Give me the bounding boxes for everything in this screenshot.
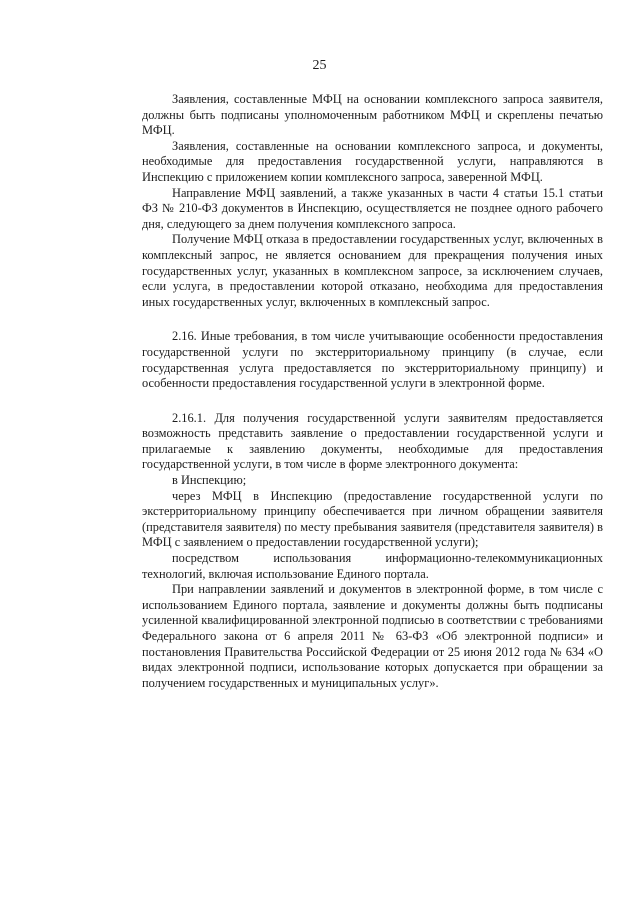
list-item-inspection: в Инспекцию; [172,473,247,488]
paragraph-signature: Заявления, составленные МФЦ на основании комплексного запроса заявителя, должны быть подписаны уполномоченным работником МФЦ и скреплены печатью МФЦ. [142,92,603,138]
list-item-mfc: через МФЦ в Инспекцию (предоставление государственной услуги по экстерриториальному принципу обеспечивается при личном обращении заявителя (представителя заявителя) по месту пребывания заявителя (представителя заявителя) в МФЦ с заявлением о предоставлении государственной услуги); [142,488,603,550]
paragraph-electronic-signature: При направлении заявлений и документов в электронной форме, в том числе с использованием Единого портала, заявление и документы должны быть подписаны усиленной квалифицированной электронной подписью в соответствии с требованиями Федерального закона от 6 апреля 2011 № 63-ФЗ «Об электронной подписи» и постановления Правительства Российской Федерации от 25 июня 2012 года № 634 «О видах электронной подписи, использование которых допускается при обращении за получением государственных и муниципальных услуг». [142,582,603,690]
document-body [142,92,603,691]
section-2-16-1-text: 2.16.1. Для получения государственной услуги заявителям предоставляется возможность представить заявление о предоставлении государственной услуги и прилагаемые к заявлению документы, необходимые для предоставления государственной услуги, в том числе в форме электронного документа: [142,410,603,472]
page-number: 25 [312,58,327,73]
paragraph-complex-request-docs: Заявления, составленные на основании комплексного запроса, и документы, необходимые для предоставления государственной услуги, направляются в Инспекцию с приложением копии комплексного запроса, заверенной МФЦ. [142,138,603,184]
section-2-16-heading: 2.16. Иные требования, в том числе учитывающие особенности предоставления государственной услуги по экстерриториальному принципу (в случае, если государственная услуга предоставляется по экстерриториальному принципу) и особенности предоставления государственной услуги в электронной форме. [142,329,603,391]
paragraph-deadline: Направление МФЦ заявлений, а также указанных в части 4 статьи 15.1 статьи ФЗ № 210-ФЗ документов в Инспекцию, осуществляется не позднее одного рабочего дня, следующего за днем получения комплексного запроса. [142,185,603,231]
list-item-portal: посредством использования информационно-телекоммуникационных технологий, включая использование Единого портала. [142,551,603,581]
paragraph-refusal: Получение МФЦ отказа в предоставлении государственных услуг, включенных в комплексный запрос, не является основанием для прекращения получения иных государственных услуг, указанных в комплексном запросе, за исключением случаев, если услуга, в предоставлении которой отказано, необходима для предоставления иных государственных услуг, включенных в комплексный запрос. [142,232,603,309]
